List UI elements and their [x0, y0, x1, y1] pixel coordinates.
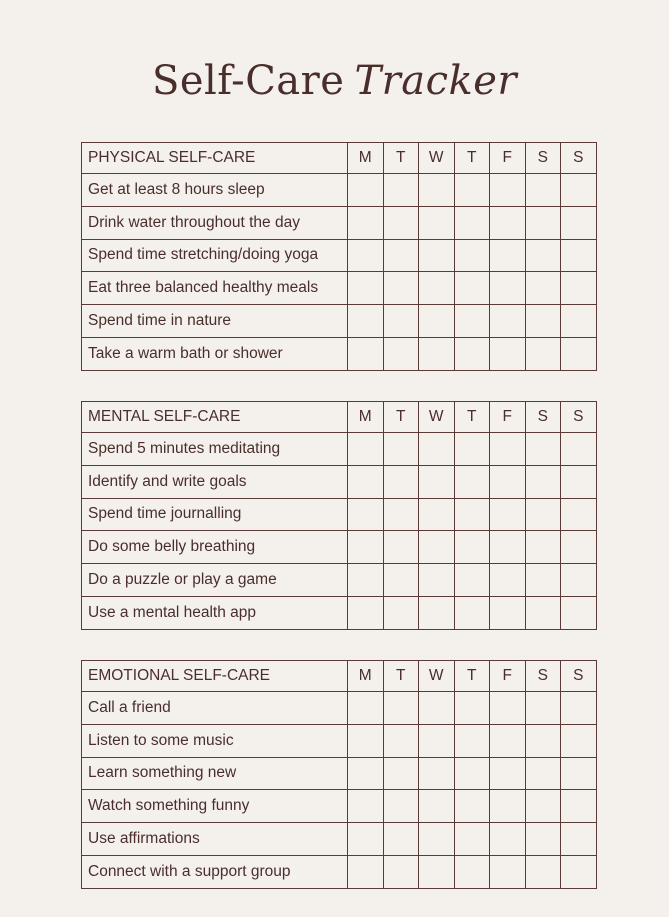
check-cell[interactable] — [454, 724, 490, 757]
check-cell[interactable] — [383, 823, 419, 856]
day-header: M — [348, 143, 384, 174]
check-cell[interactable] — [561, 305, 597, 338]
activity-label: Watch something funny — [82, 790, 348, 823]
title-accent: Tracker — [354, 58, 518, 104]
page-title — [0, 58, 669, 104]
table-row — [82, 531, 597, 564]
mental-tracker-table — [81, 401, 597, 630]
day-header: S — [561, 661, 597, 692]
check-cell[interactable] — [419, 239, 455, 272]
check-cell[interactable] — [454, 790, 490, 823]
table-row — [82, 692, 597, 725]
check-cell[interactable] — [383, 790, 419, 823]
check-cell[interactable] — [348, 272, 384, 305]
day-header: W — [419, 661, 455, 692]
day-header: M — [348, 402, 384, 433]
check-cell[interactable] — [525, 596, 561, 629]
check-cell[interactable] — [383, 465, 419, 498]
table-row — [82, 757, 597, 790]
check-cell[interactable] — [419, 174, 455, 207]
activity-label: Identify and write goals — [82, 465, 348, 498]
table-header-row — [82, 143, 597, 174]
check-cell[interactable] — [454, 465, 490, 498]
check-cell[interactable] — [490, 596, 526, 629]
check-cell[interactable] — [348, 790, 384, 823]
check-cell[interactable] — [348, 564, 384, 597]
table-row — [82, 498, 597, 531]
check-cell[interactable] — [525, 692, 561, 725]
check-cell[interactable] — [348, 465, 384, 498]
table-row — [82, 465, 597, 498]
check-cell[interactable] — [419, 498, 455, 531]
check-cell[interactable] — [490, 564, 526, 597]
check-cell[interactable] — [525, 823, 561, 856]
table-row — [82, 596, 597, 629]
table-row — [82, 239, 597, 272]
table-row — [82, 305, 597, 338]
check-cell[interactable] — [490, 206, 526, 239]
check-cell[interactable] — [490, 305, 526, 338]
activity-label: Listen to some music — [82, 724, 348, 757]
check-cell[interactable] — [454, 692, 490, 725]
check-cell[interactable] — [490, 433, 526, 466]
table-row — [82, 272, 597, 305]
check-cell[interactable] — [525, 498, 561, 531]
check-cell[interactable] — [419, 465, 455, 498]
check-cell[interactable] — [561, 564, 597, 597]
check-cell[interactable] — [525, 724, 561, 757]
check-cell[interactable] — [348, 433, 384, 466]
section-heading: MENTAL SELF-CARE — [82, 402, 348, 433]
check-cell[interactable] — [490, 855, 526, 888]
table-row — [82, 855, 597, 888]
check-cell[interactable] — [419, 272, 455, 305]
check-cell[interactable] — [525, 206, 561, 239]
day-header: F — [490, 402, 526, 433]
check-cell[interactable] — [525, 272, 561, 305]
check-cell[interactable] — [525, 305, 561, 338]
check-cell[interactable] — [525, 433, 561, 466]
check-cell[interactable] — [348, 498, 384, 531]
check-cell[interactable] — [490, 531, 526, 564]
activity-label: Spend time journalling — [82, 498, 348, 531]
check-cell[interactable] — [419, 724, 455, 757]
check-cell[interactable] — [561, 337, 597, 370]
check-cell[interactable] — [454, 433, 490, 466]
activity-label: Spend 5 minutes meditating — [82, 433, 348, 466]
check-cell[interactable] — [419, 337, 455, 370]
check-cell[interactable] — [525, 757, 561, 790]
check-cell[interactable] — [454, 206, 490, 239]
day-header: S — [525, 402, 561, 433]
check-cell[interactable] — [454, 305, 490, 338]
check-cell[interactable] — [525, 564, 561, 597]
check-cell[interactable] — [561, 498, 597, 531]
check-cell[interactable] — [419, 564, 455, 597]
check-cell[interactable] — [490, 239, 526, 272]
activity-label: Do some belly breathing — [82, 531, 348, 564]
check-cell[interactable] — [490, 823, 526, 856]
table-row — [82, 206, 597, 239]
check-cell[interactable] — [419, 823, 455, 856]
day-header: S — [561, 402, 597, 433]
activity-label: Do a puzzle or play a game — [82, 564, 348, 597]
check-cell[interactable] — [525, 465, 561, 498]
check-cell[interactable] — [383, 855, 419, 888]
day-header: W — [419, 143, 455, 174]
check-cell[interactable] — [561, 790, 597, 823]
table-header-row — [82, 402, 597, 433]
check-cell[interactable] — [383, 206, 419, 239]
activity-label: Spend time stretching/doing yoga — [82, 239, 348, 272]
check-cell[interactable] — [454, 596, 490, 629]
check-cell[interactable] — [561, 433, 597, 466]
day-header: F — [490, 661, 526, 692]
check-cell[interactable] — [383, 757, 419, 790]
check-cell[interactable] — [383, 337, 419, 370]
check-cell[interactable] — [454, 498, 490, 531]
check-cell[interactable] — [454, 823, 490, 856]
check-cell[interactable] — [348, 305, 384, 338]
table-row — [82, 337, 597, 370]
check-cell[interactable] — [561, 531, 597, 564]
day-header: T — [454, 661, 490, 692]
table-row — [82, 433, 597, 466]
check-cell[interactable] — [348, 855, 384, 888]
day-header: S — [525, 661, 561, 692]
check-cell[interactable] — [561, 855, 597, 888]
check-cell[interactable] — [348, 206, 384, 239]
check-cell[interactable] — [383, 724, 419, 757]
check-cell[interactable] — [454, 239, 490, 272]
check-cell[interactable] — [454, 531, 490, 564]
check-cell[interactable] — [561, 465, 597, 498]
check-cell[interactable] — [419, 305, 455, 338]
check-cell[interactable] — [454, 855, 490, 888]
emotional-tracker-table — [81, 660, 597, 889]
day-header: F — [490, 143, 526, 174]
check-cell[interactable] — [383, 305, 419, 338]
check-cell[interactable] — [419, 692, 455, 725]
check-cell[interactable] — [561, 724, 597, 757]
check-cell[interactable] — [561, 823, 597, 856]
activity-label: Call a friend — [82, 692, 348, 725]
check-cell[interactable] — [525, 790, 561, 823]
check-cell[interactable] — [561, 272, 597, 305]
day-header: T — [383, 402, 419, 433]
day-header: T — [454, 402, 490, 433]
check-cell[interactable] — [525, 239, 561, 272]
check-cell[interactable] — [419, 757, 455, 790]
check-cell[interactable] — [348, 724, 384, 757]
check-cell[interactable] — [419, 596, 455, 629]
check-cell[interactable] — [383, 692, 419, 725]
check-cell[interactable] — [419, 206, 455, 239]
check-cell[interactable] — [383, 531, 419, 564]
check-cell[interactable] — [383, 564, 419, 597]
activity-label: Spend time in nature — [82, 305, 348, 338]
check-cell[interactable] — [348, 174, 384, 207]
day-header: S — [525, 143, 561, 174]
table-row — [82, 724, 597, 757]
check-cell[interactable] — [490, 174, 526, 207]
check-cell[interactable] — [348, 596, 384, 629]
check-cell[interactable] — [490, 790, 526, 823]
check-cell[interactable] — [490, 692, 526, 725]
activity-label: Use a mental health app — [82, 596, 348, 629]
check-cell[interactable] — [383, 174, 419, 207]
check-cell[interactable] — [561, 239, 597, 272]
check-cell[interactable] — [419, 433, 455, 466]
day-header: T — [383, 143, 419, 174]
activity-label: Take a warm bath or shower — [82, 337, 348, 370]
check-cell[interactable] — [348, 757, 384, 790]
activity-label: Drink water throughout the day — [82, 206, 348, 239]
check-cell[interactable] — [348, 531, 384, 564]
check-cell[interactable] — [561, 596, 597, 629]
day-header: T — [454, 143, 490, 174]
activity-label: Get at least 8 hours sleep — [82, 174, 348, 207]
check-cell[interactable] — [383, 498, 419, 531]
check-cell[interactable] — [419, 531, 455, 564]
check-cell[interactable] — [348, 823, 384, 856]
check-cell[interactable] — [383, 239, 419, 272]
check-cell[interactable] — [348, 337, 384, 370]
table-row — [82, 790, 597, 823]
section-heading: EMOTIONAL SELF-CARE — [82, 661, 348, 692]
check-cell[interactable] — [383, 272, 419, 305]
check-cell[interactable] — [454, 757, 490, 790]
check-cell[interactable] — [490, 498, 526, 531]
check-cell[interactable] — [454, 174, 490, 207]
day-header: T — [383, 661, 419, 692]
check-cell[interactable] — [561, 174, 597, 207]
activity-label: Connect with a support group — [82, 855, 348, 888]
section-heading: PHYSICAL SELF-CARE — [82, 143, 348, 174]
check-cell[interactable] — [383, 433, 419, 466]
check-cell[interactable] — [490, 272, 526, 305]
check-cell[interactable] — [525, 855, 561, 888]
day-header: M — [348, 661, 384, 692]
check-cell[interactable] — [490, 465, 526, 498]
day-header: W — [419, 402, 455, 433]
check-cell[interactable] — [490, 337, 526, 370]
check-cell[interactable] — [561, 692, 597, 725]
check-cell[interactable] — [454, 337, 490, 370]
physical-tracker-table — [81, 142, 597, 371]
title-main: Self-Care — [151, 58, 345, 104]
table-row — [82, 564, 597, 597]
day-header: S — [561, 143, 597, 174]
check-cell[interactable] — [419, 855, 455, 888]
table-header-row — [82, 661, 597, 692]
check-cell[interactable] — [490, 757, 526, 790]
check-cell[interactable] — [348, 692, 384, 725]
table-row — [82, 174, 597, 207]
check-cell[interactable] — [561, 206, 597, 239]
check-cell[interactable] — [383, 596, 419, 629]
check-cell[interactable] — [419, 790, 455, 823]
check-cell[interactable] — [561, 757, 597, 790]
check-cell[interactable] — [348, 239, 384, 272]
check-cell[interactable] — [525, 174, 561, 207]
table-row — [82, 823, 597, 856]
activity-label: Eat three balanced healthy meals — [82, 272, 348, 305]
check-cell[interactable] — [454, 272, 490, 305]
activity-label: Learn something new — [82, 757, 348, 790]
check-cell[interactable] — [525, 531, 561, 564]
check-cell[interactable] — [490, 724, 526, 757]
activity-label: Use affirmations — [82, 823, 348, 856]
check-cell[interactable] — [525, 337, 561, 370]
check-cell[interactable] — [454, 564, 490, 597]
